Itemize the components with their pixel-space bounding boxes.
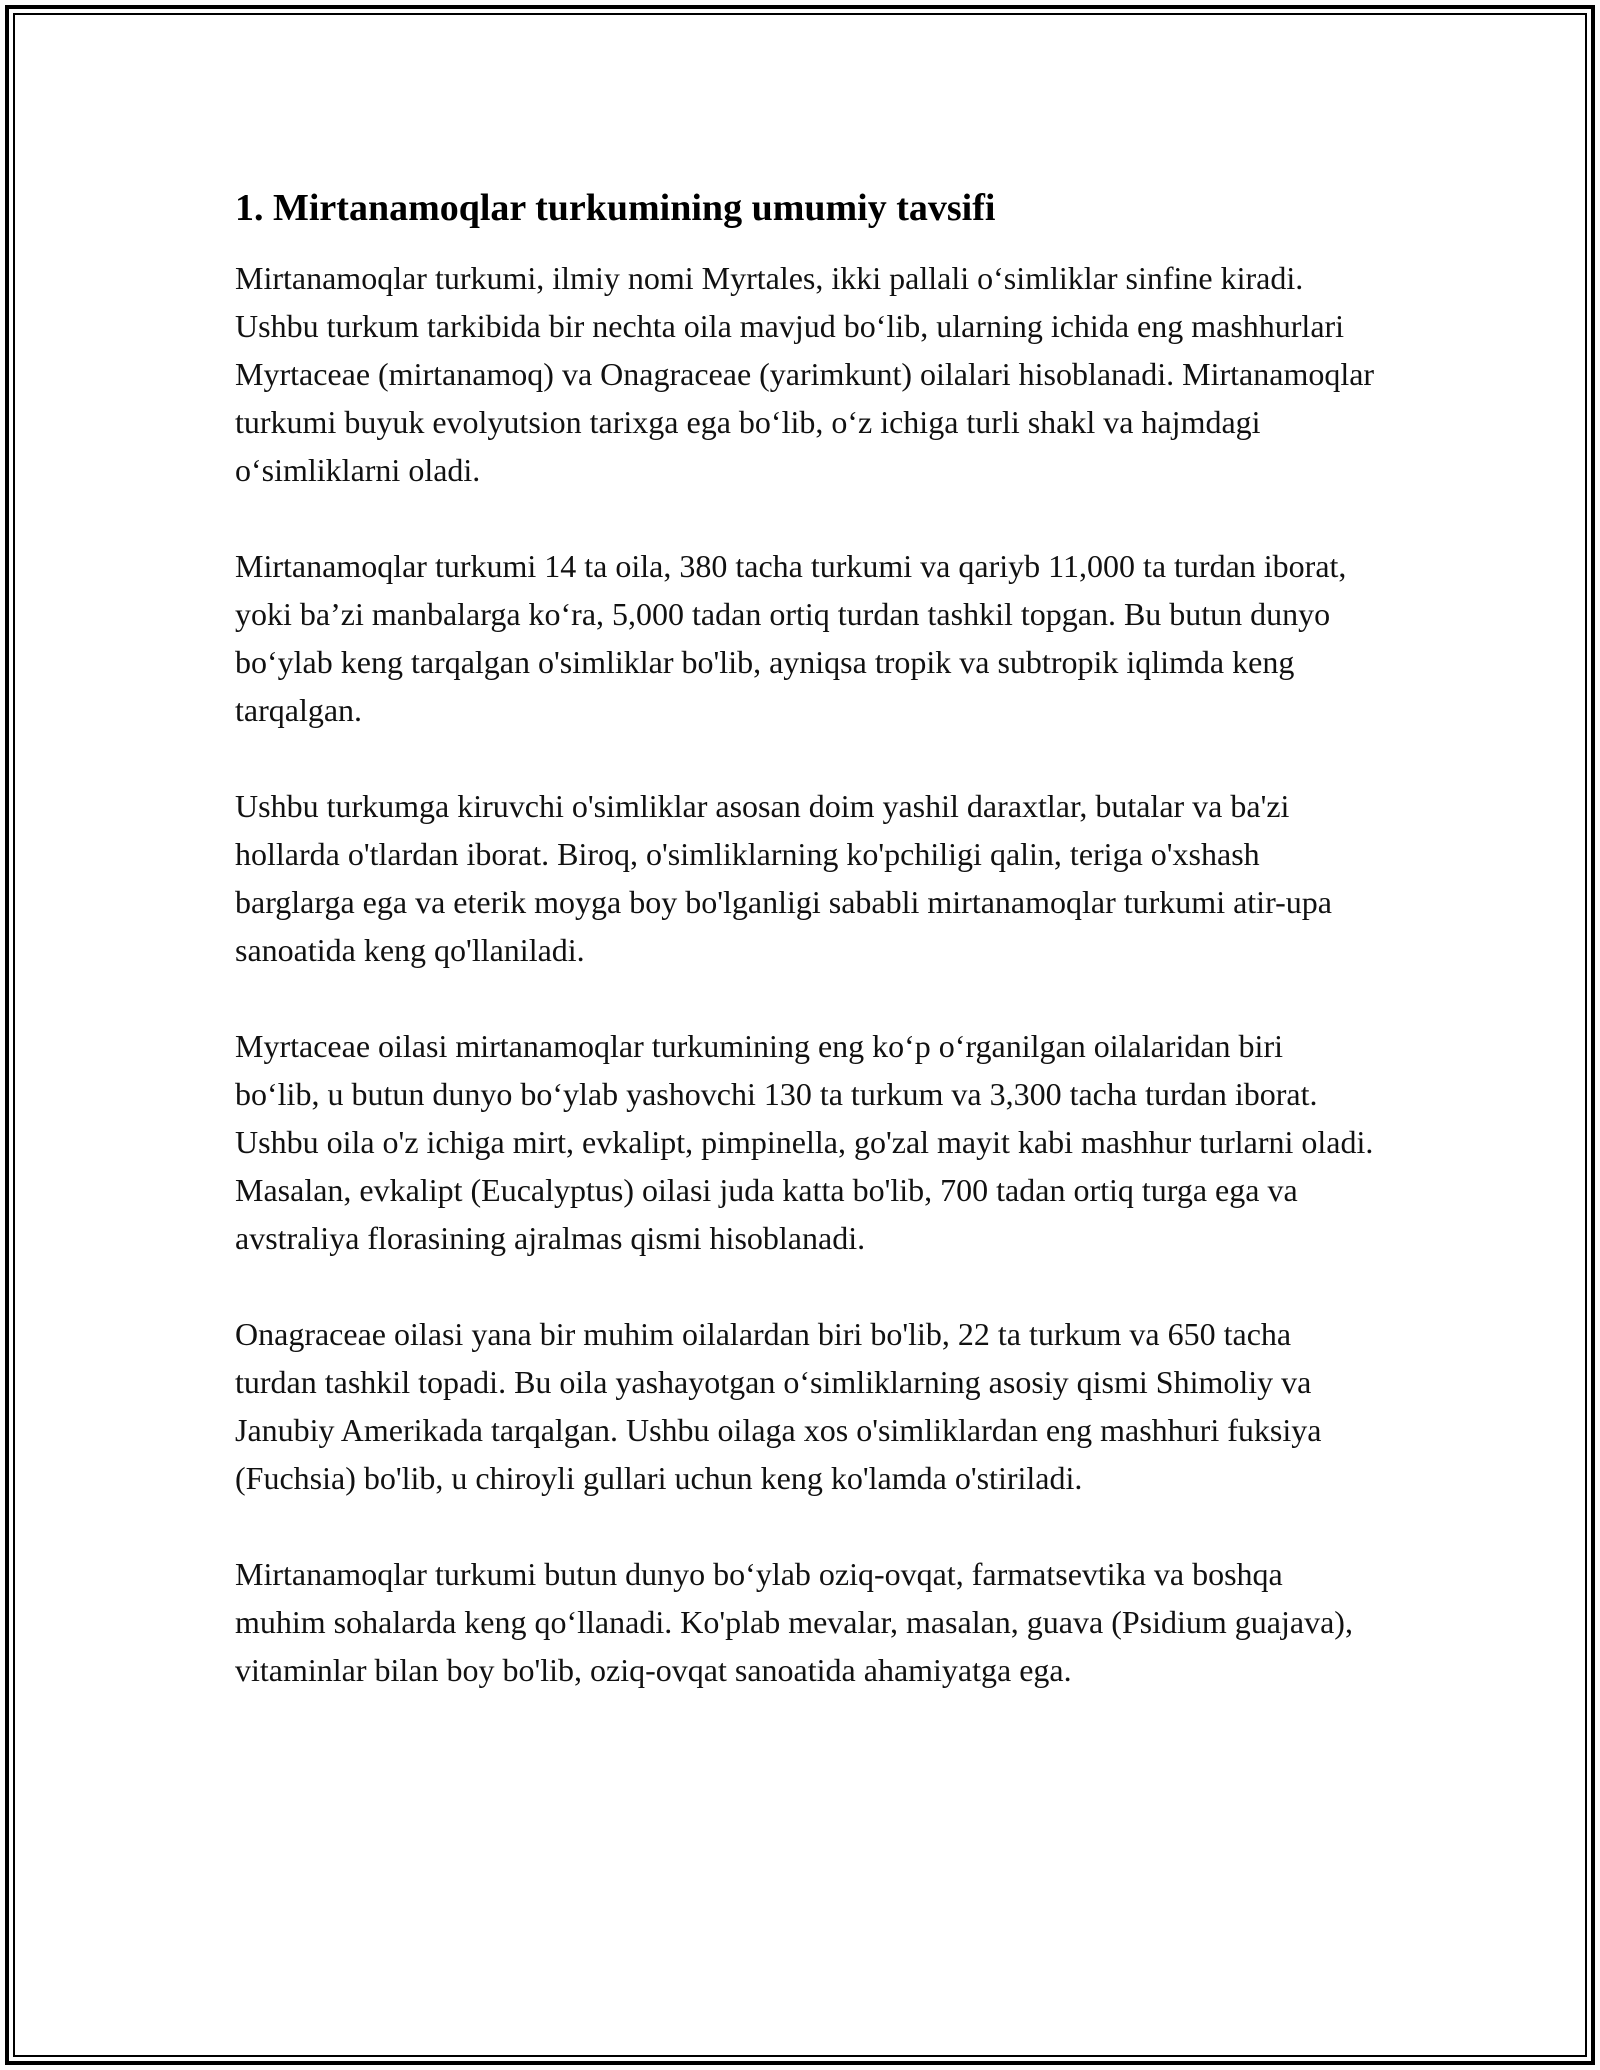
paragraph-6: Mirtanamoqlar turkumi butun dunyo bo‘ylab oziq-ovqat, farmatsevtika va boshqa muhim sohalarda keng qo‘llanadi. Ko'plab mevalar, masalan, guava (Psidium guajava), vitaminlar bilan boy bo'lib, oziq-ovqat sanoatida ahamiyatga ega. (235, 1556, 1353, 1688)
paragraph-5: Onagraceae oilasi yana bir muhim oilalardan biri bo'lib, 22 ta turkum va 650 tacha turdan tashkil topadi. Bu oila yashayotgan o‘simliklarning asosiy qismi Shimoliy va Janubiy Amerikada tarqalgan. Ushbu oilaga xos o'simliklardan eng mashhuri fuksiya (Fuchsia) bo'lib, u chiroyli gullari uchun keng ko'lamda o'stiriladi. (235, 1316, 1322, 1496)
section-title: 1. Mirtanamoqlar turkumining umumiy tavsifi (235, 187, 996, 229)
paragraph-4: Myrtaceae oilasi mirtanamoqlar turkumining eng ko‘p o‘rganilgan oilalaridan biri bo‘lib, u butun dunyo bo‘ylab yashovchi 130 ta turkum va 3,300 tacha turdan iborat. Ushbu oila o'z ichiga mirt, evkalipt, pimpinella, go'zal mayit kabi mashhur turlarni oladi. Masalan, evkalipt (Eucalyptus) oilasi juda katta bo'lib, 700 tadan ortiq turga ega va avstraliya florasining ajralmas qismi hisoblanadi. (235, 1028, 1374, 1256)
paragraph-3: Ushbu turkumga kiruvchi o'simliklar asosan doim yashil daraxtlar, butalar va ba'zi hollarda o'tlardan iborat. Biroq, o'simliklarning ko'pchiligi qalin, teriga o'xshash barglarga ega va eterik moyga boy bo'lganligi sababli mirtanamoqlar turkumi atir-upa sanoatida keng qo'llaniladi. (235, 788, 1332, 968)
document-body (235, 184, 1375, 1742)
paragraph-2: Mirtanamoqlar turkumi 14 ta oila, 380 tacha turkumi va qariyb 11,000 ta turdan iborat, yoki ba’zi manbalarga ko‘ra, 5,000 tadan ortiq turdan tashkil topgan. Bu butun dunyo bo‘ylab keng tarqalgan o'simliklar bo'lib, ayniqsa tropik va subtropik iqlimda keng tarqalgan. (235, 548, 1347, 728)
paragraph-1: Mirtanamoqlar turkumi, ilmiy nomi Myrtales, ikki pallali o‘simliklar sinfine kiradi. Ushbu turkum tarkibida bir nechta oila mavjud bo‘lib, ularning ichida eng mashhurlari Myrtaceae (mirtanamoq) va Onagraceae (yarimkunt) oilalari hisoblanadi. Mirtanamoqlar turkumi buyuk evolyutsion tarixga ega bo‘lib, o‘z ichiga turli shakl va hajmdagi o‘simliklarni oladi. (235, 260, 1375, 488)
